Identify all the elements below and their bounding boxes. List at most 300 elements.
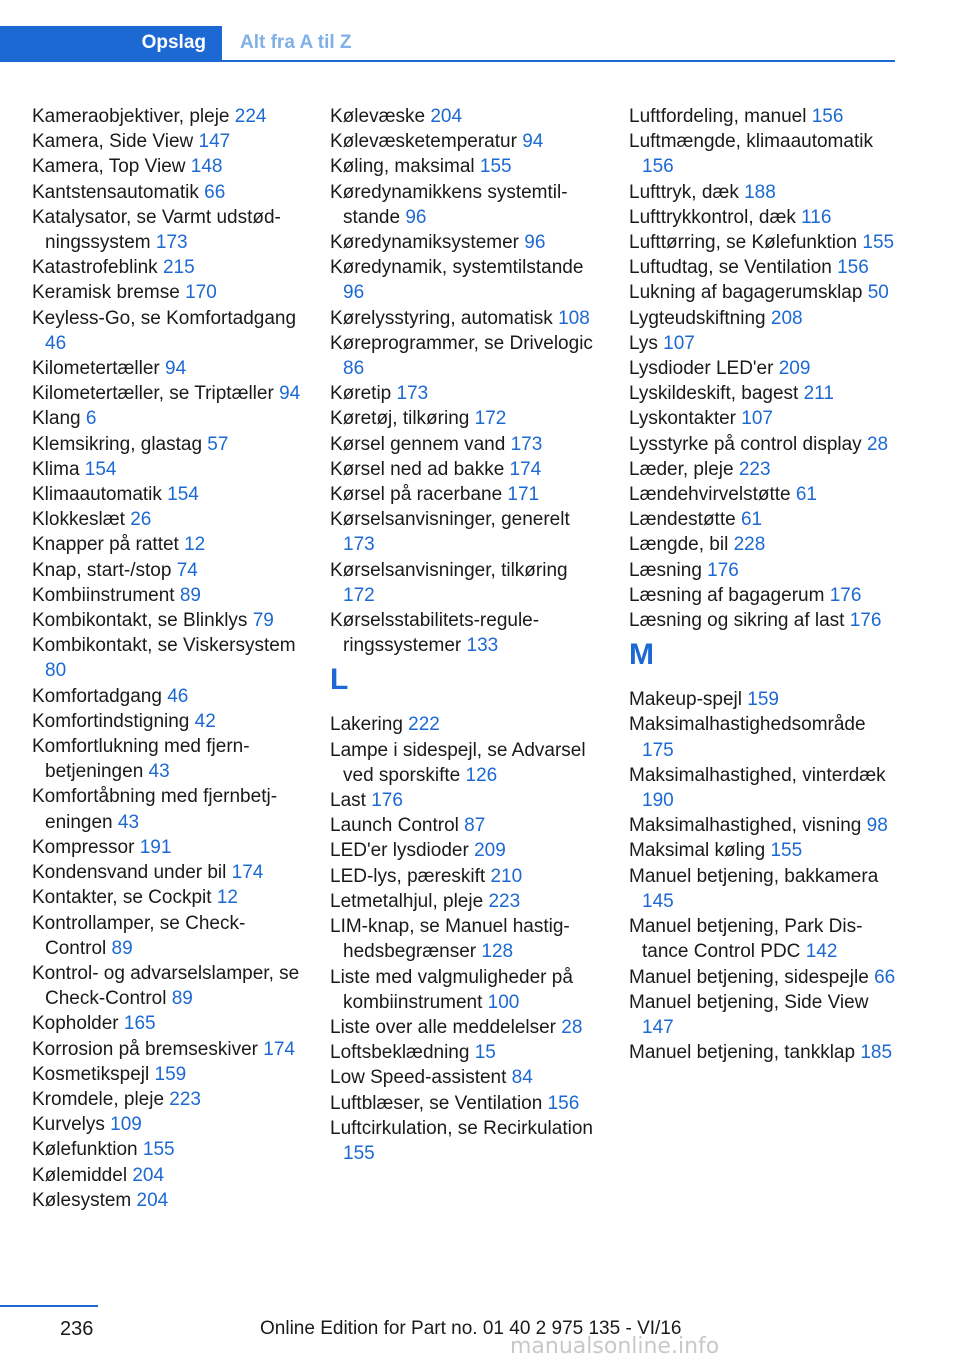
index-entry-text: Længde, bil	[629, 534, 734, 556]
index-page-link[interactable]: 61	[795, 484, 817, 506]
index-entry	[32, 1062, 302, 1087]
index-page-link[interactable]: 172	[343, 584, 375, 606]
index-entry	[32, 709, 302, 734]
index-page-link[interactable]: 173	[396, 383, 429, 405]
index-entry	[629, 104, 899, 129]
index-entry-text: Kørelysstyring, automatisk	[330, 307, 559, 329]
index-entry	[629, 838, 899, 863]
index-entry	[629, 583, 899, 608]
index-page-link[interactable]: 155	[770, 840, 803, 862]
index-entry-text: Klang	[32, 408, 86, 430]
index-page-link[interactable]: 208	[770, 307, 803, 329]
index-entry	[629, 965, 899, 990]
index-page-link[interactable]: 148	[190, 156, 223, 178]
index-letter-heading: L	[330, 663, 349, 697]
index-entry-text: Køling, maksimal	[330, 156, 480, 178]
index-page-link[interactable]: 155	[479, 156, 512, 178]
index-page-link[interactable]: 12	[216, 887, 238, 909]
index-page-link[interactable]: 86	[343, 358, 365, 380]
index-entry	[629, 813, 899, 838]
index-entry	[330, 914, 600, 964]
index-page-link[interactable]: 173	[343, 534, 375, 556]
index-entry-text: LED-lys, pæreskift	[330, 865, 491, 887]
index-page-link[interactable]: 223	[488, 890, 521, 912]
index-entry-text: Kameraobjektiver, pleje	[32, 106, 235, 127]
index-entry	[32, 1087, 302, 1112]
index-page-link[interactable]: 155	[142, 1139, 175, 1161]
index-entry-text: Katastrofeblink	[32, 257, 163, 279]
index-entry	[629, 687, 899, 712]
index-entry-text: Læsning af bagagerum	[629, 584, 830, 606]
index-entry	[330, 129, 600, 154]
index-page-link[interactable]: 170	[185, 282, 217, 304]
index-entry	[330, 154, 600, 179]
tab-alt-fra-a-til-z[interactable]: Alt fra A til Z	[240, 32, 352, 53]
index-page-link[interactable]: 176	[707, 559, 739, 581]
index-entry-text: Kombikontakt, se Blinklys	[32, 610, 253, 632]
index-entry	[629, 482, 899, 507]
index-page-link[interactable]: 174	[263, 1038, 295, 1060]
index-entry	[629, 507, 899, 532]
index-entry	[629, 180, 899, 205]
index-entry-text: Launch Control	[330, 815, 465, 837]
index-entry	[32, 129, 302, 154]
index-entry	[32, 180, 302, 205]
index-entry-text: Lændehvirvelstøtte	[629, 484, 796, 506]
index-entry-text: Manuel betjening, Side View	[629, 991, 869, 1013]
index-page-link[interactable]: 79	[252, 610, 274, 632]
index-entry-text: Lyskontakter	[629, 408, 742, 430]
page-number: 236	[60, 1318, 94, 1340]
index-page-link[interactable]: 188	[744, 181, 776, 203]
index-page-link[interactable]: 43	[117, 811, 140, 833]
index-entry	[330, 381, 600, 406]
index-entry-text: Køredynamikkens systemtilstande	[330, 181, 568, 228]
index-entry	[330, 608, 600, 658]
index-entry-text: Loftsbeklædning	[330, 1042, 475, 1064]
index-entry	[32, 911, 302, 961]
index-entry-text: Lukning af bagagerumsklap	[629, 282, 868, 304]
index-page-link[interactable]: 215	[162, 257, 195, 279]
index-entry	[330, 965, 600, 1015]
index-page-link[interactable]: 96	[343, 282, 365, 304]
index-entry-text: Komfortlukning med fjernbetjeningen	[32, 736, 250, 783]
tab-opslag[interactable]: Opslag	[0, 26, 222, 60]
index-entry-text: Kamera, Side View	[32, 131, 199, 153]
index-column-3	[629, 104, 899, 1065]
index-page-link[interactable]: 159	[747, 689, 779, 711]
index-entry	[629, 712, 899, 762]
index-page-link[interactable]: 190	[642, 790, 674, 812]
index-page-link[interactable]: 98	[866, 815, 888, 837]
index-entry	[32, 306, 302, 356]
index-entry	[32, 356, 302, 381]
index-entry-text: Kørsel gennem vand	[330, 433, 511, 455]
index-page-link[interactable]: 165	[123, 1013, 156, 1035]
index-entry	[629, 406, 899, 431]
index-entry	[629, 763, 899, 813]
index-page-link[interactable]: 222	[408, 714, 440, 736]
index-entry	[32, 532, 302, 557]
index-entry-text: Lændestøtte	[629, 509, 741, 531]
index-entry	[32, 885, 302, 910]
index-page-link[interactable]: 159	[154, 1063, 187, 1085]
index-entry-text: Kørselsstabilitets-reguleringssystemer	[330, 610, 540, 657]
index-entry-text: Komfortåbning med fjernbetjeningen	[32, 786, 278, 833]
index-entry	[629, 914, 899, 964]
index-page-link[interactable]: 107	[741, 408, 773, 430]
index-entry-text: Klimaautomatik	[32, 484, 168, 506]
index-page-link[interactable]: 66	[204, 181, 226, 203]
index-entry	[32, 432, 302, 457]
index-entry-text: Keyless-Go, se Komfortadgang	[32, 307, 297, 329]
index-page-link[interactable]: 176	[371, 790, 403, 812]
index-entry	[32, 1188, 302, 1213]
index-entry	[330, 558, 600, 608]
index-entry	[32, 1011, 302, 1036]
index-column-2	[330, 104, 600, 1166]
index-page-link[interactable]: 147	[642, 1016, 674, 1038]
index-page-link[interactable]: 126	[465, 764, 498, 786]
index-entry-text: Kilometertæller	[32, 358, 166, 380]
index-entry-text: Kamera, Top View	[32, 156, 191, 178]
index-entry	[32, 684, 302, 709]
index-page-link[interactable]: 228	[733, 534, 766, 556]
index-entry	[330, 432, 600, 457]
index-page-link[interactable]: 223	[738, 458, 771, 480]
index-entry	[32, 154, 302, 179]
index-entry-text: Lysdioder LED'er	[629, 358, 779, 380]
index-entry	[32, 608, 302, 633]
index-entry	[330, 180, 600, 230]
index-entry-text: Low Speed-assistent	[330, 1067, 512, 1089]
index-entry	[32, 734, 302, 784]
index-page-link[interactable]: 156	[811, 106, 844, 127]
index-entry-text: Knap, start-/stop	[32, 559, 177, 581]
index-entry-text: Kørselsanvisninger, generelt	[330, 509, 570, 531]
index-entry-text: Kurvelys	[32, 1114, 111, 1136]
index-entry	[330, 1015, 600, 1040]
watermark: manualsonline.info	[510, 1334, 720, 1359]
index-page-link[interactable]: 204	[136, 1189, 169, 1211]
footer-divider	[0, 1305, 98, 1307]
index-page-link[interactable]: 109	[110, 1114, 142, 1136]
index-page-link[interactable]: 155	[862, 232, 895, 254]
index-entry	[32, 583, 302, 608]
index-entry	[32, 457, 302, 482]
index-entry	[330, 864, 600, 889]
index-entry	[330, 788, 600, 813]
index-entry-text: Lufttørring, se Kølefunktion	[629, 232, 863, 254]
index-letter-heading: M	[629, 638, 654, 672]
index-entry-text: Kosmetikspejl	[32, 1063, 155, 1085]
index-entry	[629, 432, 899, 457]
index-entry-text: LIM-knap, se Manuel hastighedsbegrænser	[330, 916, 570, 963]
index-entry-text: Køreprogrammer, se Drivelogic	[330, 332, 593, 354]
index-page-link[interactable]: 108	[558, 307, 590, 329]
index-entry	[32, 507, 302, 532]
index-entry-text: Køredynamik, systemtilstande	[330, 257, 584, 279]
index-entry-text: Letmetalhjul, pleje	[330, 890, 489, 912]
index-entry-text: Komfortadgang	[32, 685, 168, 707]
index-page-link[interactable]: 154	[84, 458, 117, 480]
index-page-link[interactable]: 89	[171, 988, 193, 1010]
index-entry	[32, 406, 302, 431]
index-page-link[interactable]: 94	[522, 131, 544, 153]
index-page-link[interactable]: 142	[805, 941, 838, 963]
index-page-link[interactable]: 89	[111, 937, 133, 959]
index-page-link[interactable]: 174	[231, 862, 264, 884]
index-entry-text: Luftudtag, se Ventilation	[629, 257, 838, 279]
index-page-link[interactable]: 128	[481, 941, 514, 963]
index-entry	[330, 1091, 600, 1116]
index-page-link[interactable]: 224	[234, 106, 267, 127]
index-entry	[330, 1065, 600, 1090]
index-entry	[629, 230, 899, 255]
index-entry-text: Kontakter, se Cockpit	[32, 887, 217, 909]
index-page-link[interactable]: 43	[148, 761, 170, 783]
index-entry	[32, 280, 302, 305]
index-entry-text: Lufttrykkontrol, dæk	[629, 206, 802, 228]
index-page-link[interactable]: 155	[343, 1142, 375, 1164]
index-entry-text: Kølefunktion	[32, 1139, 143, 1161]
index-page-link[interactable]: 96	[405, 206, 427, 228]
index-entry	[32, 1163, 302, 1188]
index-entry-text: Korrosion på bremseskiver	[32, 1038, 264, 1060]
index-entry	[32, 1137, 302, 1162]
index-page-link[interactable]: 210	[490, 865, 523, 887]
index-entry-text: Kombiinstrument	[32, 584, 180, 606]
index-entry	[32, 1037, 302, 1062]
index-entry	[32, 104, 302, 129]
index-entry	[330, 482, 600, 507]
index-entry-text: Kølevæsketemperatur	[330, 131, 523, 153]
index-entry-text: Keramisk bremse	[32, 282, 186, 304]
index-entry	[330, 507, 600, 557]
index-page-link[interactable]: 94	[279, 383, 301, 405]
index-entry-text: Luftcirkulation, se Recirkulation	[330, 1117, 593, 1139]
index-entry-text: Køredynamiksystemer	[330, 232, 525, 254]
index-entry-text: Last	[330, 790, 372, 812]
index-entry-text: Kølevæske	[330, 106, 431, 127]
index-page-link[interactable]: 6	[85, 408, 97, 430]
index-entry-text: Lyskildeskift, bagest	[629, 383, 804, 405]
index-page-link[interactable]: 185	[860, 1042, 893, 1064]
index-entry-text: Lys	[629, 332, 664, 354]
index-entry	[629, 129, 899, 179]
index-page-link[interactable]: 94	[165, 358, 187, 380]
index-entry-text: Maksimal køling	[629, 840, 771, 862]
index-entry-text: Lakering	[330, 714, 409, 736]
index-entry-text: Makeup-spejl	[629, 689, 748, 711]
index-entry-text: Manuel betjening, sidespejle	[629, 966, 875, 988]
index-entry	[330, 457, 600, 482]
index-entry-text: Liste over alle meddelelser	[330, 1016, 562, 1038]
index-entry-text: Katalysator, se Varmt udstødningssystem	[32, 206, 281, 254]
index-page-link[interactable]: 28	[866, 433, 889, 455]
index-entry-text: Kontrollamper, se Check-Control	[32, 912, 246, 959]
index-entry	[330, 738, 600, 788]
index-page-link[interactable]: 28	[561, 1016, 583, 1038]
index-entry-text: Manuel betjening, Park Distance Control PDC	[629, 916, 863, 963]
index-page-link[interactable]: 46	[45, 332, 67, 354]
index-page-link[interactable]: 57	[207, 433, 229, 455]
index-entry	[330, 104, 600, 129]
index-entry	[629, 381, 899, 406]
index-entry-text: Kondensvand under bil	[32, 862, 232, 884]
index-entry-text: Kopholder	[32, 1013, 124, 1035]
index-entry-text: Maksimalhastighed, visning	[629, 815, 867, 837]
index-page-link[interactable]: 96	[524, 232, 546, 254]
index-entry-text: Kompressor	[32, 836, 140, 858]
index-page-link[interactable]: 223	[169, 1088, 201, 1110]
index-page-link[interactable]: 100	[487, 991, 520, 1013]
index-page-link[interactable]: 211	[803, 383, 834, 405]
index-entry	[330, 406, 600, 431]
index-entry	[629, 205, 899, 230]
index-entry	[629, 331, 899, 356]
index-entry	[330, 838, 600, 863]
index-page-link[interactable]: 89	[179, 584, 201, 606]
index-entry	[330, 813, 600, 838]
section-tab-bar	[0, 26, 895, 62]
index-page-link[interactable]: 84	[511, 1067, 533, 1089]
index-entry	[32, 835, 302, 860]
index-page-link[interactable]: 46	[167, 685, 189, 707]
index-entry-text: Kantstensautomatik	[32, 181, 205, 203]
index-entry-text: Maksimalhastighedsområde	[629, 714, 866, 736]
index-entry-text: Lygteudskiftning	[629, 307, 771, 329]
index-entry	[330, 712, 600, 737]
index-entry	[330, 306, 600, 331]
index-entry	[629, 990, 899, 1040]
index-entry-text: Kombikontakt, se Viskersystem	[32, 635, 296, 657]
index-column-1	[32, 104, 302, 1213]
index-entry	[629, 255, 899, 280]
index-page-link[interactable]: 26	[130, 509, 152, 531]
edition-note: Online Edition for Part no. 01 40 2 975 135 - VI/16	[260, 1318, 682, 1339]
index-entry-text: Luftmængde, klimaautomatik	[629, 131, 873, 153]
index-entry-text: Kølemiddel	[32, 1164, 133, 1186]
index-page-link[interactable]: 173	[155, 232, 188, 254]
index-entry	[330, 1116, 600, 1166]
index-page-link[interactable]: 174	[509, 458, 542, 480]
index-entry	[32, 381, 302, 406]
index-entry	[32, 205, 302, 255]
index-entry	[32, 633, 302, 683]
index-entry-text: Kørsel på racerbane	[330, 484, 508, 506]
index-entry	[629, 280, 899, 305]
index-page-link[interactable]: 156	[837, 257, 869, 279]
index-entry-text: Læsning	[629, 559, 708, 581]
index-entry	[32, 784, 302, 834]
index-entry	[32, 255, 302, 280]
index-page-link[interactable]: 107	[663, 332, 695, 354]
index-page-link[interactable]: 204	[132, 1164, 165, 1186]
index-entry	[32, 1112, 302, 1137]
index-entry	[32, 860, 302, 885]
index-page-link[interactable]: 171	[507, 484, 540, 506]
index-entry-text: Køretip	[330, 383, 397, 405]
index-entry	[330, 889, 600, 914]
index-entry-text: Læder, pleje	[629, 458, 739, 480]
index-entry	[32, 961, 302, 1011]
index-entry	[330, 1040, 600, 1065]
index-page-link[interactable]: 74	[176, 559, 198, 581]
index-entry-text: Køretøj, tilkøring	[330, 408, 475, 430]
index-page-link[interactable]: 191	[139, 836, 172, 858]
index-entry-text: Kørsel ned ad bakke	[330, 458, 510, 480]
index-entry-text: Luftblæser, se Ventilation	[330, 1092, 548, 1114]
index-entry-text: Liste med valgmuligheder på kombiinstrument	[330, 966, 573, 1013]
index-entry	[629, 1040, 899, 1065]
index-entry-text: Lufttryk, dæk	[629, 181, 745, 203]
index-entry	[629, 558, 899, 583]
index-entry-text: Knapper på rattet	[32, 534, 185, 556]
index-entry-text: Komfortindstigning	[32, 710, 195, 732]
index-page-link[interactable]: 42	[194, 710, 216, 732]
index-entry-text: Kontrol- og advarselslamper, se Check-Control	[32, 962, 300, 1010]
index-page-link[interactable]: 175	[642, 739, 674, 761]
index-entry-text: Kromdele, pleje	[32, 1088, 170, 1110]
index-page-link[interactable]: 172	[474, 408, 507, 430]
index-page-link[interactable]: 147	[198, 131, 231, 153]
index-entry	[32, 558, 302, 583]
index-entry-text: Klemsikring, glastag	[32, 433, 208, 455]
index-page-link[interactable]: 209	[474, 840, 506, 862]
index-entry	[629, 306, 899, 331]
index-entry	[330, 230, 600, 255]
index-page-link[interactable]: 133	[466, 635, 499, 657]
index-entry	[629, 356, 899, 381]
index-page-link[interactable]: 176	[829, 584, 862, 606]
index-entry-text: Kølesystem	[32, 1189, 137, 1211]
index-page-link[interactable]: 209	[778, 358, 811, 380]
index-page-link[interactable]: 154	[167, 484, 199, 506]
index-entry-text: Lampe i sidespejl, se Advarsel ved sporskifte	[330, 739, 586, 786]
index-entry	[629, 864, 899, 914]
index-page-link[interactable]: 145	[642, 890, 674, 912]
index-page-link[interactable]: 50	[867, 282, 889, 304]
index-page-link[interactable]: 156	[642, 156, 674, 178]
index-entry-text: Luftfordeling, manuel	[629, 106, 812, 127]
index-entry	[330, 255, 600, 305]
index-page-link[interactable]: 156	[547, 1092, 580, 1114]
index-entry-text: LED'er lysdioder	[330, 840, 475, 862]
index-entry	[32, 482, 302, 507]
index-entry-text: Klokkeslæt	[32, 509, 131, 531]
index-page-link[interactable]: 116	[801, 206, 832, 228]
index-entry	[629, 532, 899, 557]
index-entry-text: Kørselsanvisninger, tilkøring	[330, 559, 568, 581]
index-page-link[interactable]: 80	[45, 660, 67, 682]
index-entry	[330, 331, 600, 381]
index-page-link[interactable]: 176	[849, 610, 882, 632]
index-page-link[interactable]: 66	[874, 966, 896, 988]
index-page-link[interactable]: 204	[430, 106, 463, 127]
index-entry	[629, 608, 899, 633]
index-entry	[629, 457, 899, 482]
index-page-link[interactable]: 15	[474, 1042, 496, 1064]
index-entry-text: Lysstyrke på control display	[629, 433, 867, 455]
index-entry-text: Manuel betjening, tankklap	[629, 1042, 861, 1064]
index-page-link[interactable]: 12	[184, 534, 206, 556]
index-page-link[interactable]: 61	[740, 509, 763, 531]
index-entry-text: Kilometertæller, se Triptæller	[32, 383, 280, 405]
index-page-link[interactable]: 173	[510, 433, 543, 455]
index-entry-text: Maksimalhastighed, vinterdæk	[629, 764, 886, 786]
index-page-link[interactable]: 87	[464, 815, 486, 837]
